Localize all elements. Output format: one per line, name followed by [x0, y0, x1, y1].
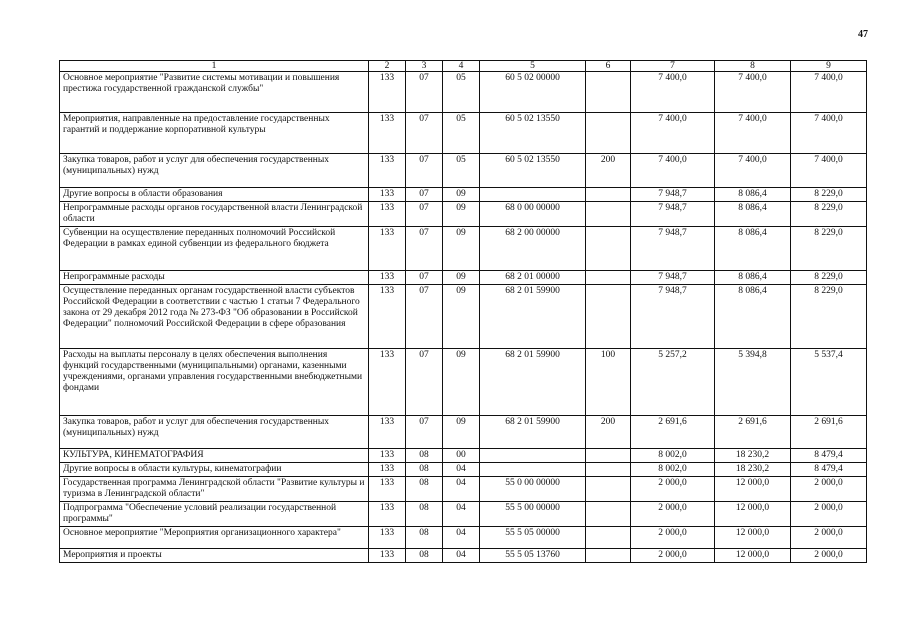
expense-name-cell: Субвенции на осуществление переданных полномочий Российской Федерации в рамках единой субвенции из федерального бюджета: [60, 227, 369, 271]
expense-name-cell: Подпрограмма "Обеспечение условий реализации государственной программы": [60, 502, 369, 527]
subsection-code-cell: 00: [443, 449, 480, 463]
table-row: [60, 113, 867, 154]
expense-name-cell: КУЛЬТУРА, КИНЕМАТОГРАФИЯ: [60, 449, 369, 463]
amount-year2-cell: 18 230,2: [715, 449, 791, 463]
amount-year1-cell: 8 002,0: [631, 463, 715, 477]
expense-type-cell: [586, 202, 631, 227]
table-row: [60, 477, 867, 502]
ministry-code-cell: 133: [369, 285, 406, 349]
amount-year2-cell: 8 086,4: [715, 188, 791, 202]
subsection-code-cell: 09: [443, 285, 480, 349]
target-article-cell: 60 5 02 13550: [480, 113, 586, 154]
subsection-code-cell: 05: [443, 113, 480, 154]
subsection-code-cell: 09: [443, 188, 480, 202]
expense-name-cell: Государственная программа Ленинградской области "Развитие культуры и туризма в Ленинградской области": [60, 477, 369, 502]
header-cell: 7: [631, 61, 715, 72]
amount-year3-cell: 2 000,0: [791, 549, 867, 563]
section-code-cell: 08: [406, 449, 443, 463]
subsection-code-cell: 05: [443, 154, 480, 188]
subsection-code-cell: 04: [443, 502, 480, 527]
table-row: [60, 271, 867, 285]
expense-type-cell: 200: [586, 154, 631, 188]
expense-type-cell: [586, 549, 631, 563]
table-row: [60, 285, 867, 349]
ministry-code-cell: 133: [369, 502, 406, 527]
table-row: [60, 188, 867, 202]
amount-year2-cell: 8 086,4: [715, 271, 791, 285]
budget-table: [59, 60, 867, 563]
subsection-code-cell: 04: [443, 527, 480, 549]
expense-name-cell: Мероприятия и проекты: [60, 549, 369, 563]
ministry-code-cell: 133: [369, 549, 406, 563]
target-article-cell: 68 2 00 00000: [480, 227, 586, 271]
section-code-cell: 07: [406, 113, 443, 154]
amount-year2-cell: 12 000,0: [715, 549, 791, 563]
amount-year3-cell: 8 229,0: [791, 227, 867, 271]
section-code-cell: 08: [406, 527, 443, 549]
target-article-cell: 68 2 01 59900: [480, 285, 586, 349]
subsection-code-cell: 09: [443, 416, 480, 449]
amount-year2-cell: 5 394,8: [715, 349, 791, 416]
header-cell: 9: [791, 61, 867, 72]
expense-name-cell: Мероприятия, направленные на предоставление государственных гарантий и поддержание корпоративной культуры: [60, 113, 369, 154]
amount-year2-cell: 7 400,0: [715, 113, 791, 154]
expense-type-cell: 100: [586, 349, 631, 416]
header-cell: 5: [480, 61, 586, 72]
amount-year1-cell: 7 400,0: [631, 154, 715, 188]
expense-type-cell: [586, 271, 631, 285]
ministry-code-cell: 133: [369, 188, 406, 202]
target-article-cell: [480, 449, 586, 463]
expense-name-cell: Осуществление переданных органам государственной власти субъектов Российской Федерации в соответствии с частью 1 статьи 7 Федерального закона от 29 декабря 2012 года № 273-ФЗ "Об образовании в Российской Федерации" полномочий Российской Федерации в сфере образования: [60, 285, 369, 349]
amount-year2-cell: 18 230,2: [715, 463, 791, 477]
target-article-cell: 55 5 05 13760: [480, 549, 586, 563]
ministry-code-cell: 133: [369, 202, 406, 227]
amount-year2-cell: 8 086,4: [715, 227, 791, 271]
subsection-code-cell: 09: [443, 227, 480, 271]
expense-name-cell: Основное мероприятие "Развитие системы мотивации и повышения престижа государственной гражданской службы": [60, 72, 369, 113]
table-row: [60, 449, 867, 463]
expense-type-cell: [586, 72, 631, 113]
expense-type-cell: [586, 227, 631, 271]
amount-year1-cell: 7 400,0: [631, 72, 715, 113]
subsection-code-cell: 05: [443, 72, 480, 113]
section-code-cell: 07: [406, 271, 443, 285]
section-code-cell: 08: [406, 502, 443, 527]
target-article-cell: 68 2 01 59900: [480, 349, 586, 416]
table-row: [60, 549, 867, 563]
amount-year2-cell: 7 400,0: [715, 72, 791, 113]
expense-name-cell: Расходы на выплаты персоналу в целях обеспечения выполнения функций государственными (муниципальными) органами, казенными учреждениями, органами управления государственными внебюджетными фондами: [60, 349, 369, 416]
amount-year1-cell: 2 691,6: [631, 416, 715, 449]
table-row: [60, 72, 867, 113]
amount-year1-cell: 2 000,0: [631, 527, 715, 549]
expense-type-cell: 200: [586, 416, 631, 449]
amount-year3-cell: 8 229,0: [791, 271, 867, 285]
table-row: [60, 154, 867, 188]
expense-type-cell: [586, 188, 631, 202]
expense-name-cell: Основное мероприятие "Мероприятия организационного характера": [60, 527, 369, 549]
expense-name-cell: Закупка товаров, работ и услуг для обеспечения государственных (муниципальных) нужд: [60, 416, 369, 449]
expense-name-cell: Непрограммные расходы органов государственной власти Ленинградской области: [60, 202, 369, 227]
page-number: 47: [858, 29, 868, 40]
amount-year3-cell: 2 000,0: [791, 527, 867, 549]
section-code-cell: 07: [406, 285, 443, 349]
ministry-code-cell: 133: [369, 113, 406, 154]
section-code-cell: 07: [406, 349, 443, 416]
amount-year2-cell: 2 691,6: [715, 416, 791, 449]
ministry-code-cell: 133: [369, 154, 406, 188]
section-code-cell: 07: [406, 202, 443, 227]
target-article-cell: 60 5 02 00000: [480, 72, 586, 113]
header-cell: 8: [715, 61, 791, 72]
target-article-cell: 60 5 02 13550: [480, 154, 586, 188]
amount-year1-cell: 2 000,0: [631, 502, 715, 527]
amount-year3-cell: 7 400,0: [791, 72, 867, 113]
amount-year2-cell: 8 086,4: [715, 285, 791, 349]
amount-year3-cell: 8 229,0: [791, 202, 867, 227]
amount-year3-cell: 2 000,0: [791, 502, 867, 527]
amount-year3-cell: 8 479,4: [791, 449, 867, 463]
ministry-code-cell: 133: [369, 449, 406, 463]
amount-year2-cell: 8 086,4: [715, 202, 791, 227]
ministry-code-cell: 133: [369, 271, 406, 285]
table-row: [60, 227, 867, 271]
section-code-cell: 07: [406, 188, 443, 202]
expense-name-cell: Другие вопросы в области культуры, кинематографии: [60, 463, 369, 477]
expense-name-cell: Закупка товаров, работ и услуг для обеспечения государственных (муниципальных) нужд: [60, 154, 369, 188]
amount-year3-cell: 7 400,0: [791, 113, 867, 154]
amount-year3-cell: 7 400,0: [791, 154, 867, 188]
section-code-cell: 08: [406, 463, 443, 477]
target-article-cell: 55 5 05 00000: [480, 527, 586, 549]
amount-year1-cell: 7 948,7: [631, 188, 715, 202]
target-article-cell: 55 5 00 00000: [480, 502, 586, 527]
subsection-code-cell: 09: [443, 202, 480, 227]
amount-year1-cell: 7 948,7: [631, 271, 715, 285]
subsection-code-cell: 04: [443, 549, 480, 563]
amount-year1-cell: 7 948,7: [631, 285, 715, 349]
table-header-row: [60, 61, 867, 72]
ministry-code-cell: 133: [369, 349, 406, 416]
amount-year1-cell: 2 000,0: [631, 549, 715, 563]
amount-year1-cell: 5 257,2: [631, 349, 715, 416]
subsection-code-cell: 04: [443, 477, 480, 502]
target-article-cell: 55 0 00 00000: [480, 477, 586, 502]
section-code-cell: 07: [406, 72, 443, 113]
table-row: [60, 349, 867, 416]
expense-type-cell: [586, 502, 631, 527]
section-code-cell: 08: [406, 549, 443, 563]
section-code-cell: 07: [406, 416, 443, 449]
section-code-cell: 07: [406, 227, 443, 271]
ministry-code-cell: 133: [369, 463, 406, 477]
expense-type-cell: [586, 477, 631, 502]
amount-year1-cell: 7 948,7: [631, 202, 715, 227]
subsection-code-cell: 09: [443, 349, 480, 416]
header-cell: 6: [586, 61, 631, 72]
amount-year1-cell: 2 000,0: [631, 477, 715, 502]
ministry-code-cell: 133: [369, 72, 406, 113]
amount-year2-cell: 12 000,0: [715, 527, 791, 549]
table-row: [60, 202, 867, 227]
amount-year1-cell: 7 948,7: [631, 227, 715, 271]
target-article-cell: 68 2 01 59900: [480, 416, 586, 449]
amount-year2-cell: 7 400,0: [715, 154, 791, 188]
header-cell: 2: [369, 61, 406, 72]
target-article-cell: [480, 188, 586, 202]
table-row: [60, 416, 867, 449]
expense-type-cell: [586, 463, 631, 477]
expense-type-cell: [586, 449, 631, 463]
target-article-cell: [480, 463, 586, 477]
table-row: [60, 527, 867, 549]
ministry-code-cell: 133: [369, 477, 406, 502]
amount-year3-cell: 2 000,0: [791, 477, 867, 502]
ministry-code-cell: 133: [369, 416, 406, 449]
header-cell: 4: [443, 61, 480, 72]
amount-year1-cell: 7 400,0: [631, 113, 715, 154]
amount-year2-cell: 12 000,0: [715, 477, 791, 502]
header-cell: 1: [60, 61, 369, 72]
header-cell: 3: [406, 61, 443, 72]
amount-year3-cell: 8 479,4: [791, 463, 867, 477]
ministry-code-cell: 133: [369, 527, 406, 549]
expense-name-cell: Непрограммные расходы: [60, 271, 369, 285]
expense-type-cell: [586, 527, 631, 549]
section-code-cell: 08: [406, 477, 443, 502]
table-row: [60, 502, 867, 527]
target-article-cell: 68 2 01 00000: [480, 271, 586, 285]
section-code-cell: 07: [406, 154, 443, 188]
amount-year1-cell: 8 002,0: [631, 449, 715, 463]
ministry-code-cell: 133: [369, 227, 406, 271]
subsection-code-cell: 09: [443, 271, 480, 285]
amount-year3-cell: 8 229,0: [791, 285, 867, 349]
expense-name-cell: Другие вопросы в области образования: [60, 188, 369, 202]
expense-type-cell: [586, 285, 631, 349]
amount-year3-cell: 8 229,0: [791, 188, 867, 202]
subsection-code-cell: 04: [443, 463, 480, 477]
table-row: [60, 463, 867, 477]
expense-type-cell: [586, 113, 631, 154]
amount-year3-cell: 5 537,4: [791, 349, 867, 416]
target-article-cell: 68 0 00 00000: [480, 202, 586, 227]
amount-year3-cell: 2 691,6: [791, 416, 867, 449]
amount-year2-cell: 12 000,0: [715, 502, 791, 527]
